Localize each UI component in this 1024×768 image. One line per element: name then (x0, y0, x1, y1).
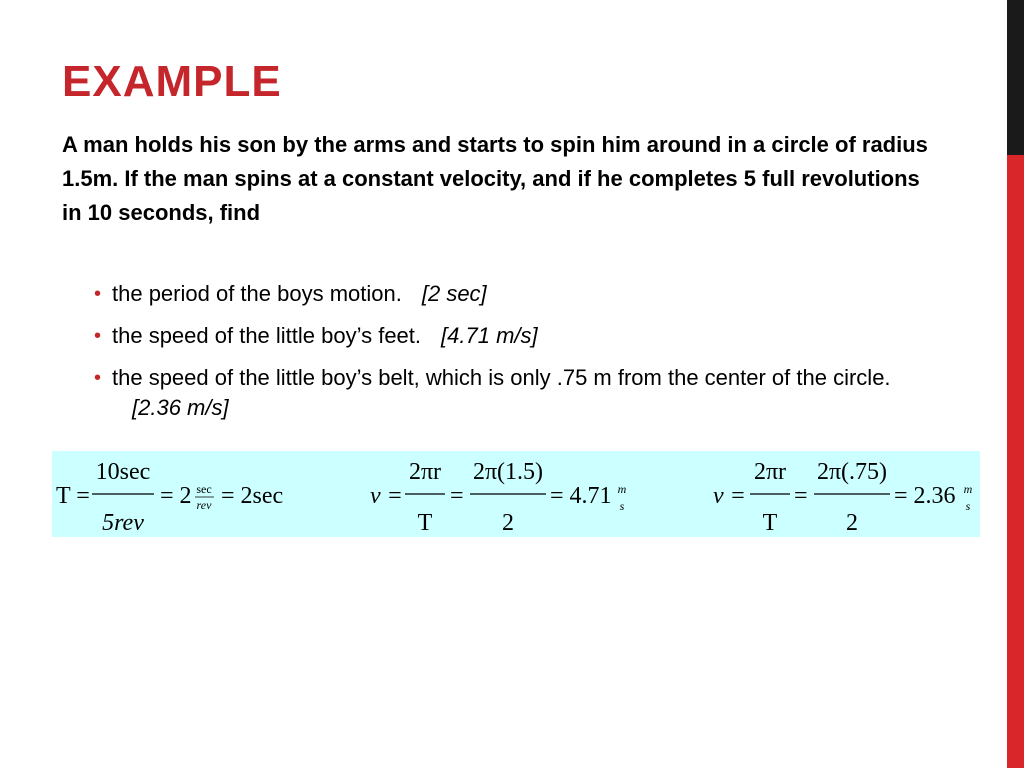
speed-feet-equation (370, 459, 627, 536)
equals-sign: = (794, 483, 808, 509)
equations-graphic (52, 451, 980, 537)
speed-feet-denominator: T (417, 510, 433, 536)
question-text: the speed of the little boy’s belt, which is only .75 m from the center of the circle. (112, 365, 891, 390)
unit-numerator: m (963, 482, 973, 496)
period-numerator: 10sec (95, 459, 151, 485)
question-text: the speed of the little boy’s feet. (112, 323, 422, 348)
bullet-icon: • (94, 283, 102, 305)
speed-belt-lhs: v = (713, 483, 746, 509)
answer-text: [4.71 m/s] (441, 323, 538, 348)
question-text: the period of the boys motion. (112, 281, 402, 306)
period-denominator: 5rev (102, 510, 144, 536)
equation-panel (52, 451, 980, 537)
period-equals-2: = 2 (160, 483, 192, 509)
speed-belt-equation (713, 459, 973, 536)
accent-sidebar-top (1007, 0, 1024, 155)
unit-numerator: m (617, 482, 627, 496)
problem-statement: A man holds his son by the arms and starts to spin him around in a circle of radius 1.5m. If the man spins at a constant velocity, and if he completes 5 full revolutions in 10 seconds, find (62, 132, 928, 225)
period-equation (56, 459, 283, 536)
bullet-icon: • (94, 325, 102, 347)
unit-denominator: s (965, 499, 971, 513)
speed-feet-numerator-value: 2π(1.5) (472, 459, 544, 485)
unit-numerator: sec (196, 482, 212, 496)
speed-feet-numerator: 2πr (408, 459, 442, 485)
slide-title: EXAMPLE (62, 57, 282, 106)
speed-belt-denominator: T (762, 510, 778, 536)
unit-denominator: s (619, 499, 625, 513)
speed-feet-lhs: v = (370, 483, 403, 509)
period-lhs: T = (56, 483, 90, 509)
speed-belt-numerator-value: 2π(.75) (816, 459, 888, 485)
list-item (88, 279, 948, 309)
speed-belt-numerator: 2πr (753, 459, 787, 485)
bullet-icon: • (94, 367, 102, 389)
list-item (88, 363, 948, 423)
speed-belt-denominator-value: 2 (846, 510, 858, 536)
list-item (88, 321, 948, 351)
speed-belt-result: = 2.36 (894, 483, 956, 509)
equals-sign: = (450, 483, 464, 509)
answer-text: [2 sec] (421, 281, 487, 306)
question-list (88, 279, 948, 435)
unit-denominator: rev (196, 498, 212, 512)
answer-text: [2.36 m/s] (132, 395, 229, 420)
period-result: = 2sec (221, 483, 284, 509)
speed-feet-denominator-value: 2 (502, 510, 514, 536)
speed-feet-result: = 4.71 (550, 483, 612, 509)
